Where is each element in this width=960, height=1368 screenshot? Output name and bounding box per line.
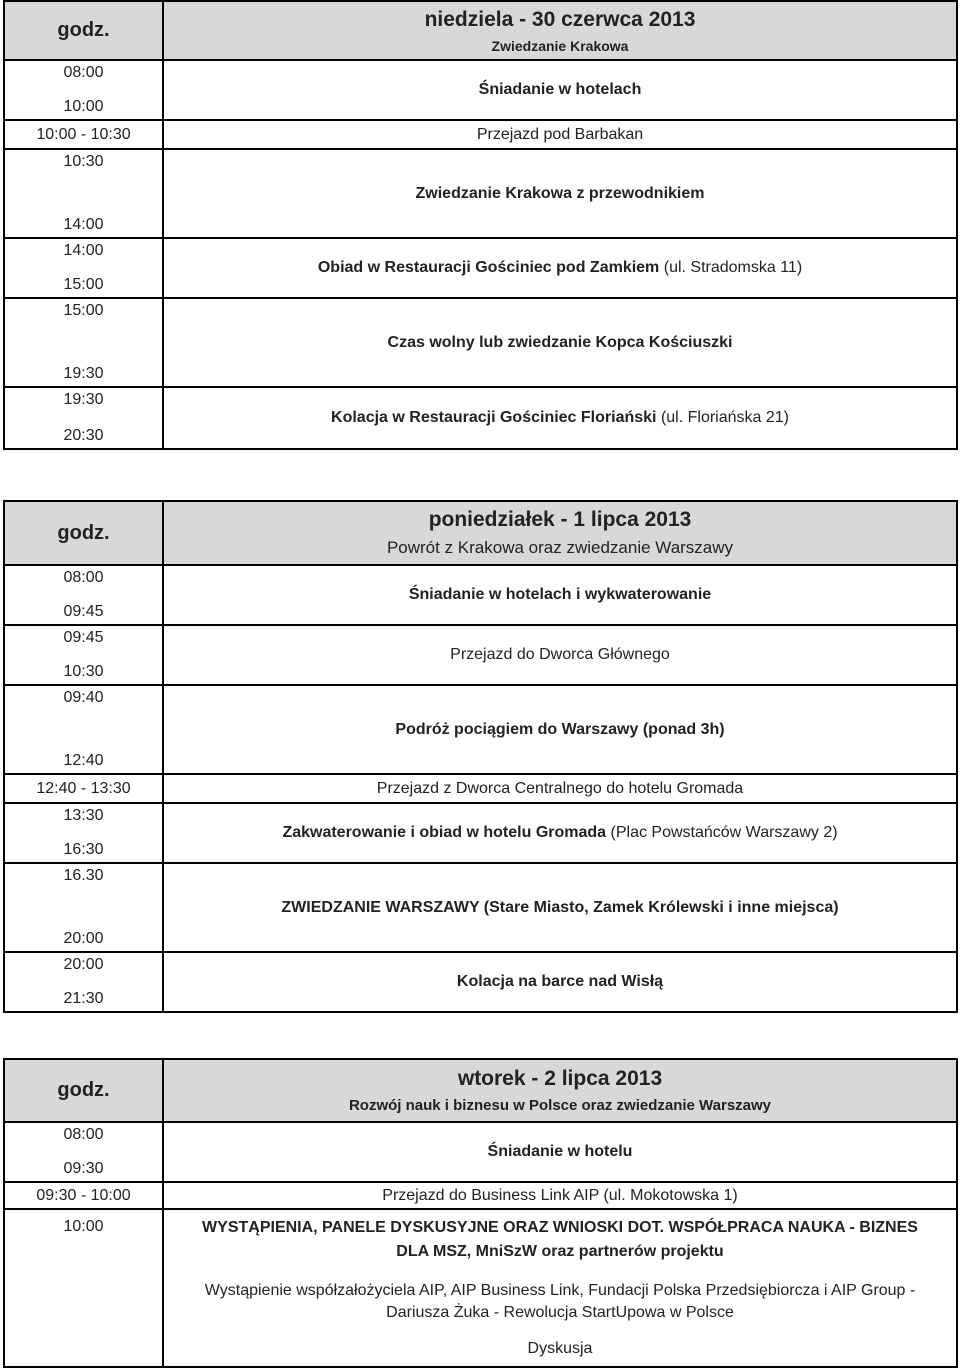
text: 09:45 (63, 603, 104, 620)
event-cell: Czas wolny lub zwiedzanie Kopca Kościuszki (163, 298, 957, 387)
time-cell: 09:30 - 10:00 (4, 1182, 163, 1209)
day-header (163, 501, 957, 565)
text: Kolacja w Restauracji Gościniec Floriański (331, 409, 657, 426)
day-subtitle: Zwiedzanie Krakowa (491, 37, 629, 54)
event-note: Dyskusja (527, 1340, 593, 1357)
text: 10:30 (63, 663, 104, 680)
table-row (4, 774, 957, 803)
time-header (4, 1, 163, 60)
text: 20:00 (63, 956, 104, 973)
text: Obiad w Restauracji Gościniec pod Zamkiem (317, 259, 660, 276)
text: 12:40 (63, 752, 104, 769)
event-description: Wystąpienie współzałożyciela AIP, AIP Business Link, Fundacji Polska Przedsiębiorcza i AIP Group - Dariusza Żuka - Rewolucja StartUpowa w Polsce (204, 1282, 916, 1321)
time-cell (4, 298, 163, 387)
table-row (4, 1209, 957, 1367)
text: 08:00 (63, 1126, 104, 1143)
text: 20:30 (63, 427, 104, 444)
text: 10:30 (63, 153, 104, 170)
text: 14:00 (63, 216, 104, 233)
text: (ul. Stradomska 11) (663, 259, 803, 276)
table-row (4, 1122, 957, 1182)
time-cell (4, 1122, 163, 1182)
text: Zakwaterowanie i obiad w hotelu Gromada (282, 824, 607, 841)
text: 15:00 (63, 276, 104, 293)
time-header (4, 501, 163, 565)
day2-table (3, 500, 958, 1013)
time-header (4, 1059, 163, 1122)
event-title: WYSTĄPIENIA, PANELE DYSKUSYJNE ORAZ WNIOSKI DOT. WSPÓŁPRACA NAUKA - BIZNES DLA MSZ, MniSzW oraz partnerów projektu (202, 1219, 918, 1260)
text: 09:40 (63, 689, 104, 706)
time-cell (4, 685, 163, 774)
day-date: niedziela - 30 czerwca 2013 (424, 7, 696, 31)
day-date: poniedziałek - 1 lipca 2013 (428, 508, 692, 531)
time-cell (4, 863, 163, 952)
table-row (4, 120, 957, 149)
day-header (163, 1059, 957, 1122)
text: godz. (57, 1079, 110, 1101)
event-cell (163, 803, 957, 863)
text: 19:30 (63, 391, 104, 408)
day1-table (3, 0, 958, 450)
day-subtitle: Rozwój nauk i biznesu w Polsce oraz zwiedzanie Warszawy (348, 1097, 772, 1114)
event-cell: Podróż pociągiem do Warszawy (ponad 3h) (163, 685, 957, 774)
table-row (4, 685, 957, 774)
table-row (4, 1182, 957, 1209)
time-cell (4, 952, 163, 1012)
text: 14:00 (63, 242, 104, 259)
table-row (4, 863, 957, 952)
event-cell: Śniadanie w hotelach (163, 60, 957, 120)
text: 10:00 (63, 98, 104, 115)
time-cell (4, 387, 163, 449)
table-row (4, 387, 957, 449)
text: (ul. Floriańska 21) (660, 409, 789, 426)
text: 15:00 (63, 302, 104, 319)
event-cell: Kolacja na barce nad Wisłą (163, 952, 957, 1012)
event-cell: ZWIEDZANIE WARSZAWY (Stare Miasto, Zamek Królewski i inne miejsca) (163, 863, 957, 952)
text: 21:30 (63, 990, 104, 1007)
event-cell: Śniadanie w hotelach i wykwaterowanie (163, 565, 957, 625)
text: 08:00 (63, 569, 104, 586)
text: (ul. Mokotowska 1) (603, 1186, 738, 1204)
time-cell: 10:00 - 10:30 (4, 120, 163, 149)
time-cell: 12:40 - 13:30 (4, 774, 163, 803)
table-row (4, 298, 957, 387)
event-cell (163, 238, 957, 298)
text: godz. (57, 19, 110, 41)
event-cell: Przejazd do Dworca Głównego (163, 625, 957, 685)
text: Przejazd do Business Link AIP (382, 1186, 599, 1204)
table-row (4, 803, 957, 863)
text: (Plac Powstańców Warszawy 2) (610, 824, 838, 841)
event-cell (163, 1209, 957, 1367)
day-date: wtorek - 2 lipca 2013 (457, 1067, 663, 1090)
event-cell: Przejazd z Dworca Centralnego do hotelu Gromada (163, 774, 957, 803)
text: 13:30 (63, 807, 104, 824)
event-cell (163, 387, 957, 449)
event-cell: Przejazd pod Barbakan (163, 120, 957, 149)
table-row (4, 625, 957, 685)
time-cell (4, 803, 163, 863)
day-subtitle: Powrót z Krakowa oraz zwiedzanie Warszawy (386, 538, 734, 557)
event-cell: Zwiedzanie Krakowa z przewodnikiem (163, 149, 957, 238)
text: 09:45 (63, 629, 104, 646)
event-cell: Śniadanie w hotelu (163, 1122, 957, 1182)
time-cell: 10:00 (4, 1209, 163, 1367)
table-row (4, 952, 957, 1012)
day-header (163, 1, 957, 60)
table-row (4, 60, 957, 120)
text: 09:30 (63, 1160, 104, 1177)
day3-table (3, 1058, 958, 1368)
time-cell (4, 60, 163, 120)
text: 16:30 (63, 841, 104, 858)
text: 19:30 (63, 365, 104, 382)
time-cell (4, 238, 163, 298)
time-cell (4, 149, 163, 238)
table-row (4, 238, 957, 298)
event-cell (163, 1182, 957, 1209)
text: godz. (57, 521, 110, 544)
text: 08:00 (63, 64, 104, 81)
text: 20:00 (63, 930, 104, 947)
table-row (4, 149, 957, 238)
table-row (4, 565, 957, 625)
text: 16.30 (63, 867, 104, 884)
time-cell (4, 625, 163, 685)
time-cell (4, 565, 163, 625)
